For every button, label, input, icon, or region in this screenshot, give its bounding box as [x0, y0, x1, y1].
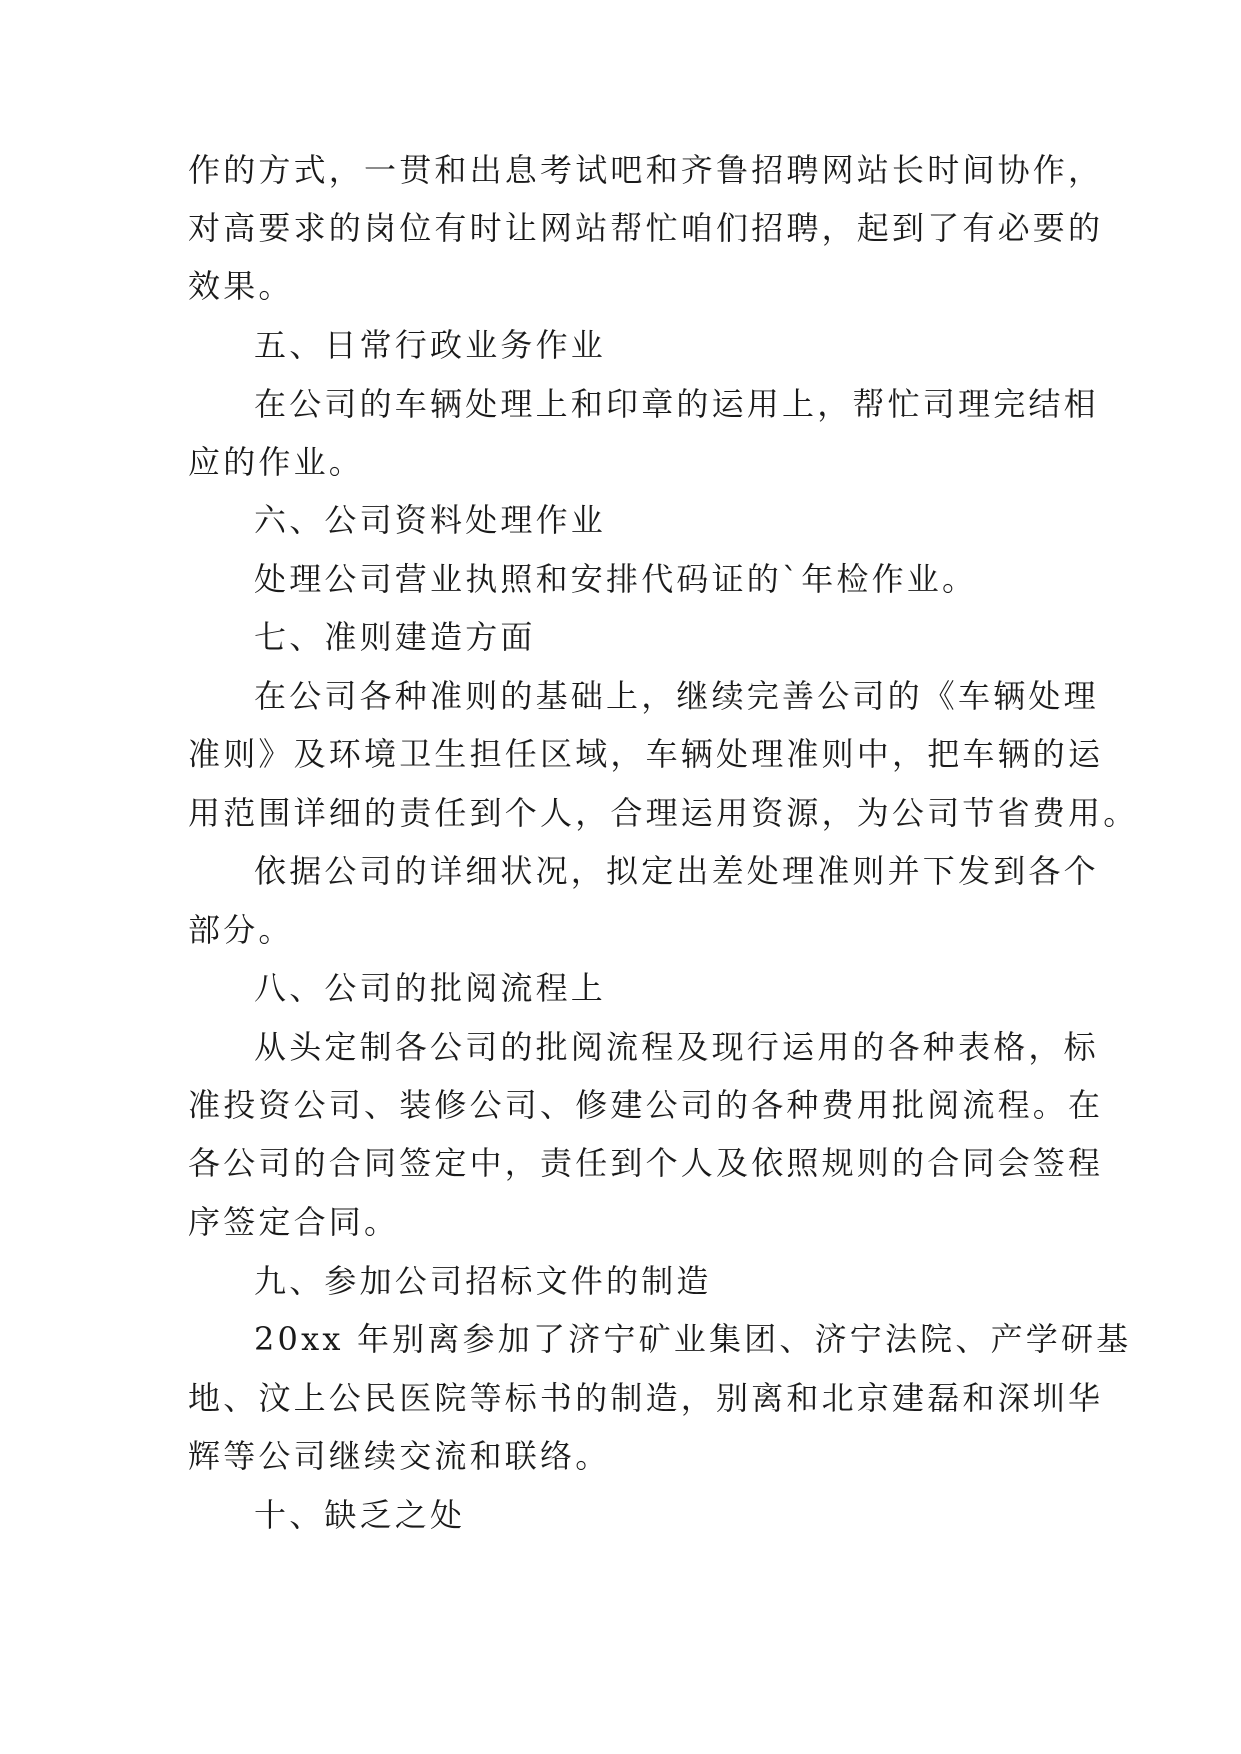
body-line: 准投资公司、装修公司、修建公司的各种费用批阅流程。在 — [188, 1086, 1104, 1124]
section-heading: 六、公司资料处理作业 — [254, 501, 607, 539]
section-heading: 九、参加公司招标文件的制造 — [254, 1262, 712, 1300]
body-line: 作的方式，一贯和出息考试吧和齐鲁招聘网站长时间协作， — [188, 151, 1104, 189]
body-line: 辉等公司继续交流和联络。 — [188, 1437, 611, 1475]
body-line: 各公司的合同签定中，责任到个人及依照规则的合同会签程 — [188, 1144, 1104, 1182]
body-line: 处理公司营业执照和安排代码证的`年检作业。 — [254, 560, 978, 598]
section-heading: 八、公司的批阅流程上 — [254, 969, 607, 1007]
body-line: 用范围详细的责任到个人，合理运用资源，为公司节省费用。 — [188, 794, 1139, 832]
body-line: 从头定制各公司的批阅流程及现行运用的各种表格，标 — [254, 1028, 1099, 1066]
section-heading: 十、缺乏之处 — [254, 1496, 466, 1534]
body-line: 准则》及环境卫生担任区域，车辆处理准则中，把车辆的运 — [188, 735, 1104, 773]
body-line: 序签定合同。 — [188, 1203, 400, 1241]
body-line: 依据公司的详细状况，拟定出差处理准则并下发到各个 — [254, 852, 1099, 890]
body-line: 效果。 — [188, 267, 294, 305]
body-line: 应的作业。 — [188, 443, 365, 481]
body-line: 地、汶上公民医院等标书的制造，别离和北京建磊和深圳华 — [188, 1379, 1104, 1417]
body-line: 在公司各种准则的基础上，继续完善公司的《车辆处理 — [254, 677, 1099, 715]
body-line: 部分。 — [188, 911, 294, 949]
section-heading: 五、日常行政业务作业 — [254, 326, 607, 364]
body-line: 在公司的车辆处理上和印章的运用上，帮忙司理完结相 — [254, 385, 1099, 423]
body-line: 20xx 年别离参加了济宁矿业集团、济宁法院、产学研基 — [254, 1320, 1132, 1358]
section-heading: 七、准则建造方面 — [254, 618, 536, 656]
body-line: 对高要求的岗位有时让网站帮忙咱们招聘，起到了有必要的 — [188, 209, 1104, 247]
